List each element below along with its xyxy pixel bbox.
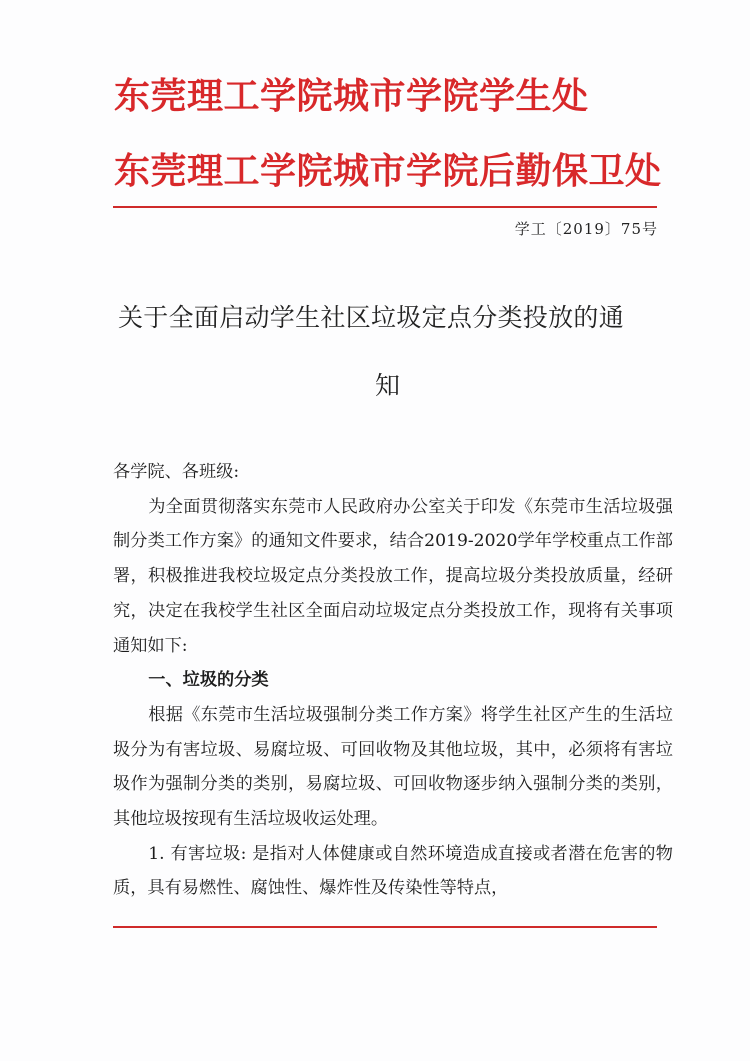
item-hazardous-waste: 1. 有害垃圾: 是指对人体健康或自然环境造成直接或者潜在危害的物质，具有易燃性、腐蚀性、爆炸性及传染性等特点，	[113, 843, 673, 899]
issuer-logistics-security: 东莞理工学院城市学院后勤保卫处	[114, 151, 662, 192]
issuer-student-affairs: 东莞理工学院城市学院学生处	[114, 76, 589, 117]
document-title-line-1: 关于全面启动学生社区垃圾定点分类投放的通	[118, 303, 625, 332]
footer-red-rule	[113, 926, 657, 928]
paragraph-intro: 为全面贯彻落实东莞市人民政府办公室关于印发《东莞市生活垃圾强制分类工作方案》的通知文件要求，结合2019-2020学年学校重点工作部署，积极推进我校垃圾定点分类投放工作，提高垃圾分类投放质量，经研究，决定在我校学生社区全面启动垃圾定点分类投放工作，现将有关事项通知如下:	[113, 496, 673, 656]
salutation: 各学院、各班级:	[113, 462, 240, 482]
document-title-line-2: 知	[375, 371, 401, 400]
header-red-rule	[113, 206, 657, 208]
paragraph-classification: 根据《东莞市生活垃圾强制分类工作方案》将学生社区产生的生活垃圾分为有害垃圾、易腐垃圾、可回收物及其他垃圾，其中，必须将有害垃圾作为强制分类的类别，易腐垃圾、可回收物逐步纳入强制分类的类别，其他垃圾按现有生活垃圾收运处理。	[113, 704, 673, 830]
section-heading-waste-classification: 一、垃圾的分类	[148, 670, 269, 691]
document-number: 学工〔2019〕75号	[514, 220, 658, 238]
document-body	[113, 455, 673, 906]
